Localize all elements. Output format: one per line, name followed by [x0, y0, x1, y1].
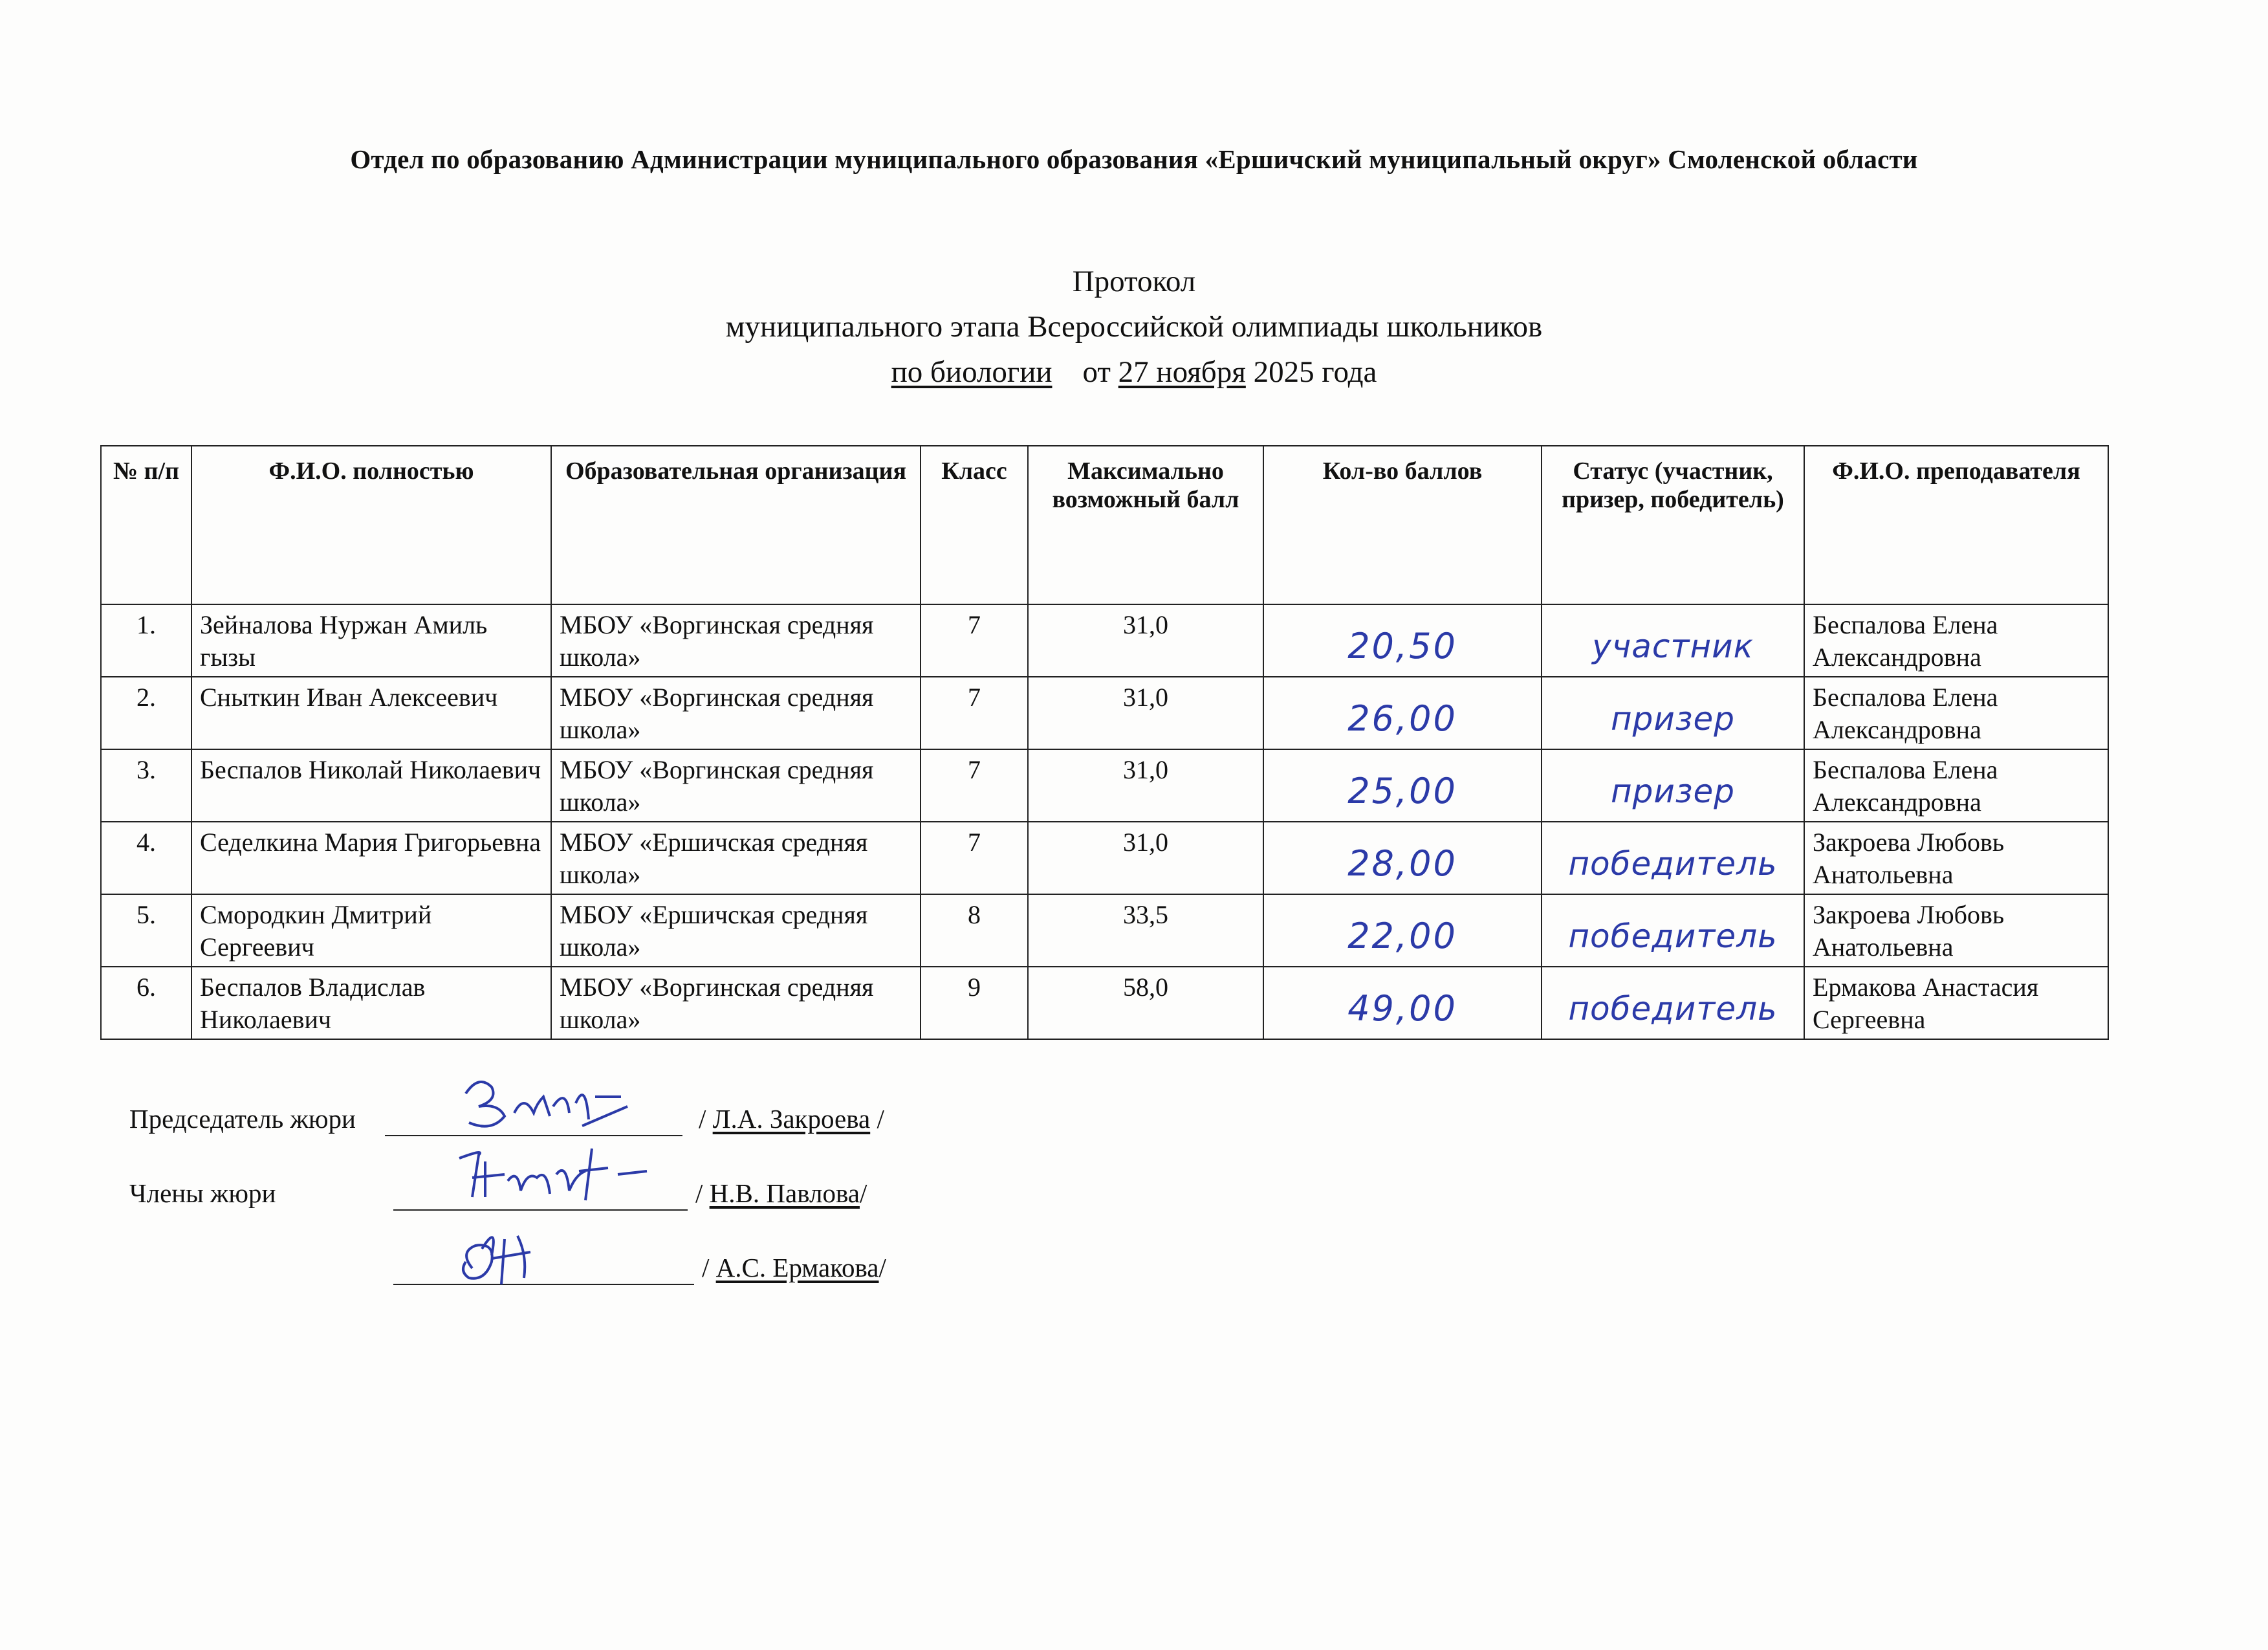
teacher-name: Закроева Любовь Анатольевна [1804, 894, 2108, 967]
status-handwritten: победитель [1542, 822, 1804, 894]
row-num: 1. [101, 604, 191, 677]
row-num: 6. [101, 967, 191, 1039]
grade: 7 [921, 749, 1028, 822]
department-header: Отдел по образованию Администрации муниципального образования «Ершичский муниципальный округ» Смоленской области [350, 144, 1918, 174]
grade: 7 [921, 677, 1028, 749]
teacher-name: Беспалова Елена Александровна [1804, 749, 2108, 822]
status-handwritten: победитель [1542, 967, 1804, 1039]
member1-signature [446, 1136, 660, 1213]
table-row [101, 967, 2108, 1039]
status-handwritten: призер [1542, 677, 1804, 749]
max-score: 58,0 [1028, 967, 1263, 1039]
col-header-num: № п/п [101, 446, 191, 604]
max-score: 31,0 [1028, 604, 1263, 677]
member2-signature [446, 1216, 589, 1294]
score-handwritten: 28,00 [1263, 822, 1542, 894]
chair-name: / Л.А. Закроева / [699, 1104, 884, 1134]
col-header-name: Ф.И.О. полностью [191, 446, 551, 604]
grade: 7 [921, 822, 1028, 894]
member2-name: / А.С. Ермакова/ [702, 1253, 886, 1282]
grade: 7 [921, 604, 1028, 677]
status-handwritten: призер [1542, 749, 1804, 822]
school: МБОУ «Воргинская средняя школа» [551, 604, 921, 677]
teacher-name: Беспалова Елена Александровна [1804, 604, 2108, 677]
status-handwritten: участник [1542, 604, 1804, 677]
max-score: 31,0 [1028, 822, 1263, 894]
teacher-name: Закроева Любовь Анатольевна [1804, 822, 2108, 894]
col-header-grade: Класс [921, 446, 1028, 604]
table-header-row [101, 446, 2108, 604]
col-header-teacher: Ф.И.О. преподавателя [1804, 446, 2108, 604]
protocol-title [0, 259, 2268, 395]
max-score: 31,0 [1028, 677, 1263, 749]
col-header-max: Максимально возможный балл [1028, 446, 1263, 604]
school: МБОУ «Воргинская средняя школа» [551, 967, 921, 1039]
row-num: 2. [101, 677, 191, 749]
student-name: Смородкин Дмитрий Сергеевич [191, 894, 551, 967]
col-header-score: Кол-во баллов [1263, 446, 1542, 604]
col-header-status: Статус (участник, призер, победитель) [1542, 446, 1804, 604]
jury-members-label: Члены жюри [129, 1178, 276, 1208]
max-score: 31,0 [1028, 749, 1263, 822]
date: 27 ноября [1118, 355, 1246, 389]
student-name: Седелкина Мария Григорьевна [191, 822, 551, 894]
title-line-1: Протокол [1072, 265, 1196, 298]
row-num: 4. [101, 822, 191, 894]
student-name: Беспалов Николай Николаевич [191, 749, 551, 822]
max-score: 33,5 [1028, 894, 1263, 967]
school: МБОУ «Воргинская средняя школа» [551, 749, 921, 822]
grade: 9 [921, 967, 1028, 1039]
score-handwritten: 25,00 [1263, 749, 1542, 822]
school: МБОУ «Воргинская средняя школа» [551, 677, 921, 749]
score-handwritten: 26,00 [1263, 677, 1542, 749]
grade: 8 [921, 894, 1028, 967]
subject: по биологии [891, 355, 1052, 389]
chair-signature [453, 1068, 640, 1139]
teacher-name: Беспалова Елена Александровна [1804, 677, 2108, 749]
score-handwritten: 22,00 [1263, 894, 1542, 967]
student-name: Беспалов Владислав Николаевич [191, 967, 551, 1039]
date-prefix: от [1082, 355, 1111, 389]
table-row [101, 749, 2108, 822]
member1-name: / Н.В. Павлова/ [695, 1178, 867, 1208]
score-handwritten: 49,00 [1263, 967, 1542, 1039]
score-handwritten: 20,50 [1263, 604, 1542, 677]
results-table [100, 445, 2109, 1040]
school: МБОУ «Ершичская средняя школа» [551, 894, 921, 967]
row-num: 3. [101, 749, 191, 822]
student-name: Зейналова Нуржан Амиль гызы [191, 604, 551, 677]
table-row [101, 894, 2108, 967]
status-handwritten: победитель [1542, 894, 1804, 967]
student-name: Сныткин Иван Алексеевич [191, 677, 551, 749]
table-row [101, 604, 2108, 677]
table-row [101, 677, 2108, 749]
title-line-3 [0, 349, 2268, 395]
year: 2025 года [1253, 355, 1377, 389]
row-num: 5. [101, 894, 191, 967]
table-row [101, 822, 2108, 894]
jury-chair-label: Председатель жюри [129, 1104, 356, 1134]
title-line-2: муниципального этапа Всероссийской олимпиады школьников [725, 310, 1543, 344]
col-header-org: Образовательная организация [551, 446, 921, 604]
teacher-name: Ермакова Анастасия Сергеевна [1804, 967, 2108, 1039]
school: МБОУ «Ершичская средняя школа» [551, 822, 921, 894]
